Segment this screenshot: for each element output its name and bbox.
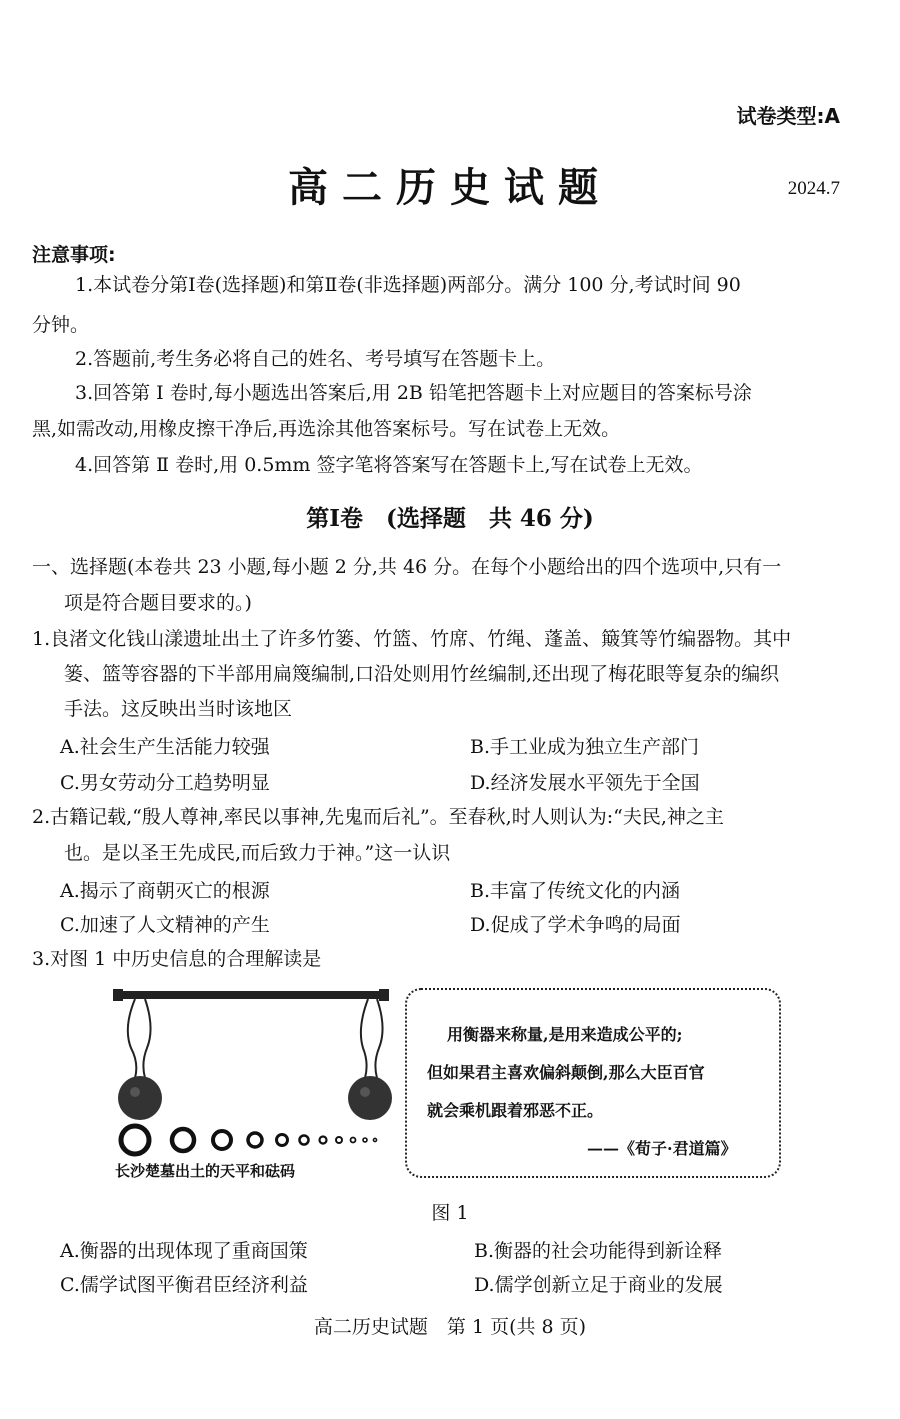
q1-option-d: D.经济发展水平领先于全国 <box>470 772 700 794</box>
notice-item-4: 4.回答第 Ⅱ 卷时,用 0.5mm 签字笔将答案写在答题卡上,写在试卷上无效。 <box>75 454 703 476</box>
quote-line-1: 用衡器来称量,是用来造成公平的; <box>447 1025 683 1044</box>
notice-item-2: 2.答题前,考生务必将自己的姓名、考号填写在答题卡上。 <box>75 348 556 370</box>
q1-option-a: A.社会生产生活能力较强 <box>60 736 270 758</box>
notice-item-3: 3.回答第 Ⅰ 卷时,每小题选出答案后,用 2B 铅笔把答题卡上对应题目的答案标号涂 <box>75 382 752 404</box>
notice-item-1: 1.本试卷分第Ⅰ卷(选择题)和第Ⅱ卷(非选择题)两部分。满分 100 分,考试时间 90 <box>75 274 741 296</box>
section-title: 第Ⅰ卷 (选择题 共 46 分) <box>306 505 594 532</box>
q3-stem: 3.对图 1 中历史信息的合理解读是 <box>32 948 322 970</box>
q1-stem: 1.良渚文化钱山漾遗址出土了许多竹篓、竹篮、竹席、竹绳、蓬盖、簸箕等竹编器物。其中 <box>32 628 792 650</box>
q1-option-c: C.男女劳动分工趋势明显 <box>60 772 270 794</box>
paper-type: 试卷类型:A <box>736 104 840 128</box>
q3-option-a: A.衡器的出现体现了重商国策 <box>60 1240 308 1262</box>
notice-item-3-cont: 黑,如需改动,用橡皮擦干净后,再选涂其他答案标号。写在试卷上无效。 <box>32 418 621 440</box>
q2-option-a: A.揭示了商朝灭亡的根源 <box>60 880 270 902</box>
page-footer: 高二历史试题 第 1 页(共 8 页) <box>313 1316 587 1338</box>
q1-stem-cont: 篓、篮等容器的下半部用扁篾编制,口沿处则用竹丝编制,还出现了梅花眼等复杂的编织 <box>64 663 780 685</box>
q3-option-d: D.儒学创新立足于商业的发展 <box>474 1274 723 1296</box>
q2-option-d: D.促成了学术争鸣的局面 <box>470 914 681 936</box>
notice-heading: 注意事项: <box>32 244 116 266</box>
section-instructions-cont: 项是符合题目要求的。) <box>64 592 252 614</box>
page-title: 高二历史试题 <box>288 164 612 211</box>
q1-stem-cont2: 手法。这反映出当时该地区 <box>64 698 293 720</box>
section-instructions: 一、选择题(本卷共 23 小题,每小题 2 分,共 46 分。在每个小题给出的四个选项中,只有一 <box>32 556 782 578</box>
quote-box <box>405 988 781 1178</box>
figure-1 <box>105 988 785 1188</box>
q3-option-b: B.衡器的社会功能得到新诠释 <box>474 1240 723 1262</box>
balance-scale-illustration <box>105 988 395 1158</box>
exam-date: 2024.7 <box>787 178 840 199</box>
q3-option-c: C.儒学试图平衡君臣经济利益 <box>60 1274 308 1296</box>
q2-stem: 2.古籍记载,“殷人尊神,率民以事神,先鬼而后礼”。至春秋,时人则认为:“夫民,神之主 <box>32 806 724 828</box>
quote-source: ——《荀子·君道篇》 <box>587 1139 737 1158</box>
quote-line-3: 就会乘机跟着邪恶不正。 <box>427 1101 604 1120</box>
q1-option-b: B.手工业成为独立生产部门 <box>470 736 700 758</box>
notice-item-1-cont: 分钟。 <box>32 314 90 336</box>
quote-line-2: 但如果君主喜欢偏斜颠倒,那么大臣百官 <box>427 1063 705 1082</box>
figure-caption: 长沙楚墓出土的天平和砝码 <box>115 1162 296 1180</box>
figure-label: 图 1 <box>431 1202 469 1224</box>
q2-stem-cont: 也。是以圣王先成民,而后致力于神。”这一认识 <box>64 842 451 864</box>
q2-option-c: C.加速了人文精神的产生 <box>60 914 270 936</box>
q2-option-b: B.丰富了传统文化的内涵 <box>470 880 681 902</box>
